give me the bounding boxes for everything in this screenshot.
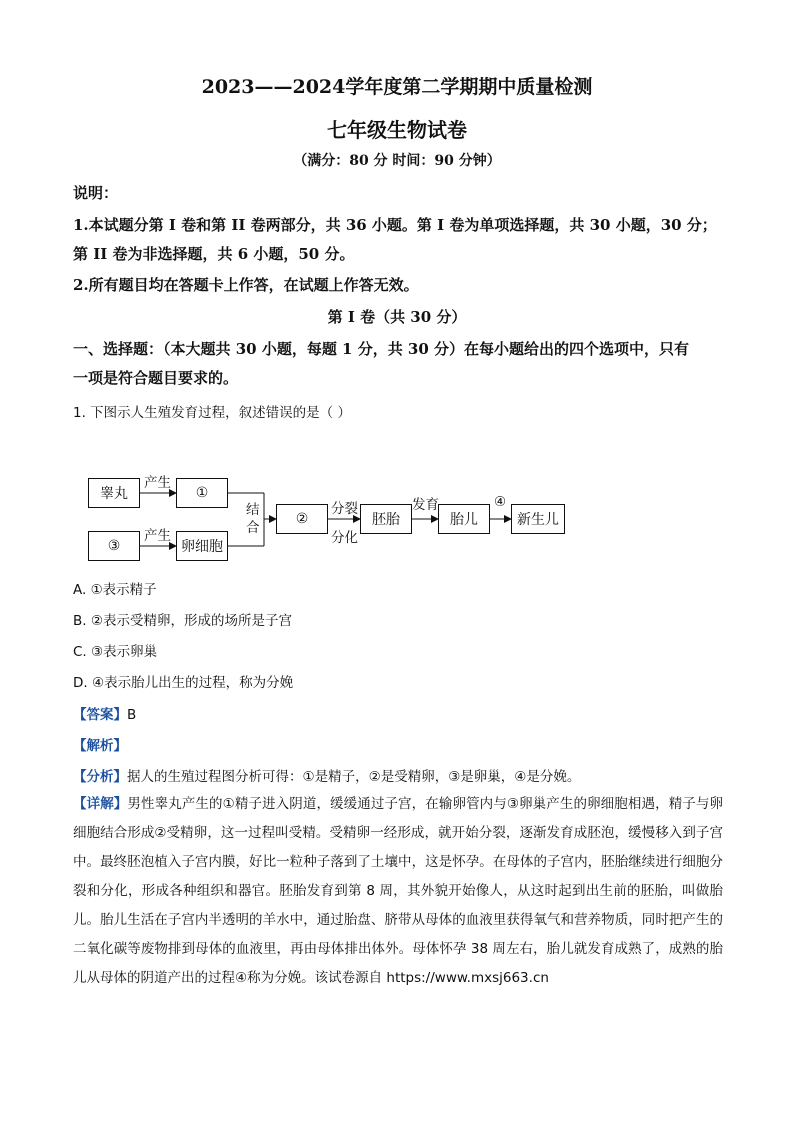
analysis-tag: 【解析】 bbox=[73, 738, 127, 754]
instructions-line-1: 1.本试题分第 I 卷和第 II 卷两部分，共 36 小题。第 I 卷为单项选择题，共 30 小题，30 分； bbox=[73, 216, 717, 234]
fenxi-line bbox=[73, 765, 580, 785]
option-b: B. ②表示受精卵，形成的场所是子宫 bbox=[73, 613, 292, 629]
exam-meta: （满分：80 分 时间：90 分钟） bbox=[293, 153, 501, 169]
box-egg-cell: 卵细胞 bbox=[176, 531, 228, 561]
label-4: ④ bbox=[494, 494, 507, 510]
fenxi-text: 据人的生殖过程图分析可得：①是精子，②是受精卵，③是卵巢，④是分娩。 bbox=[127, 769, 581, 785]
option-a: A. ①表示精子 bbox=[73, 582, 157, 598]
label-produce-bottom: 产生 bbox=[144, 528, 171, 544]
answer-value: B bbox=[127, 707, 137, 723]
part-heading-line-2: 一项是符合题目要求的。 bbox=[73, 369, 239, 387]
instructions-heading: 说明： bbox=[73, 184, 119, 202]
answer-line bbox=[73, 703, 136, 723]
fenxi-tag: 【分析】 bbox=[73, 769, 127, 785]
question-stem: 1. 下图示人生殖发育过程，叙述错误的是（ ） bbox=[73, 405, 351, 421]
box-label-1: ① bbox=[176, 478, 228, 508]
box-label-2: ② bbox=[276, 504, 328, 534]
analysis-line bbox=[73, 734, 127, 754]
box-fetus: 胎儿 bbox=[438, 504, 490, 534]
section-title: 第 I 卷（共 30 分） bbox=[327, 308, 467, 326]
xiangjie-text: 男性睾丸产生的①精子进入阴道，缓缓通过子宫，在输卵管内与③卵巢产生的卵细胞相遇，精子与卵细胞结合形成②受精卵，这一过程叫受精。受精卵一经形成，就开始分裂，逐渐发育成胚泡，缓慢移入到子宫中。最终胚泡植入子宫内膜，好比一粒种子落到了土壤中，这是怀孕。在母体的子宫内，胚胎继续进行细胞分裂和分化，形成各种组织和器官。胚胎发育到第 8 周，其外貌开始像人，从这时起到出生前的胚胎，叫做胎儿。胎儿生活在子宫内半透明的羊水中，通过胎盘、脐带从母体的血液里获得氧气和营养物质，同时把产生的二氧化碳等废物排到母体的血液里，再由母体排出体外。母体怀孕 38 周左右，胎儿就发育成熟了，成熟的胎儿从母体的阴道产出的过程④称为分娩。该试卷源自 https://www.mxsj663.cn bbox=[73, 796, 724, 986]
exam-title: 2023——2024学年度第二学期期中质量检测 bbox=[201, 76, 593, 98]
box-embryo: 胚胎 bbox=[360, 504, 412, 534]
instructions-line-3: 2.所有题目均在答题卡上作答，在试题上作答无效。 bbox=[73, 276, 419, 294]
instructions-line-2: 第 II 卷为非选择题，共 6 小题，50 分。 bbox=[73, 245, 355, 263]
answer-tag: 【答案】 bbox=[73, 707, 127, 723]
label-divide: 分裂 bbox=[331, 501, 358, 517]
box-label-3: ③ bbox=[88, 531, 140, 561]
box-testis: 睾丸 bbox=[88, 478, 140, 508]
label-differentiate: 分化 bbox=[331, 530, 358, 546]
label-produce-top: 产生 bbox=[144, 475, 171, 491]
label-develop: 发育 bbox=[412, 497, 439, 513]
box-newborn: 新生儿 bbox=[511, 504, 565, 534]
label-combine-1: 结 bbox=[246, 502, 260, 518]
exam-subtitle: 七年级生物试卷 bbox=[327, 118, 467, 142]
label-combine-2: 合 bbox=[246, 520, 260, 536]
option-c: C. ③表示卵巢 bbox=[73, 644, 158, 660]
xiangjie-tag: 【详解】 bbox=[73, 796, 128, 812]
part-heading-line-1: 一、选择题：（本大题共 30 小题，每题 1 分，共 30 分）在每小题给出的四个选项中，只有 bbox=[73, 340, 690, 358]
option-d: D. ④表示胎儿出生的过程，称为分娩 bbox=[73, 675, 294, 691]
xiangjie-paragraph bbox=[73, 790, 723, 993]
